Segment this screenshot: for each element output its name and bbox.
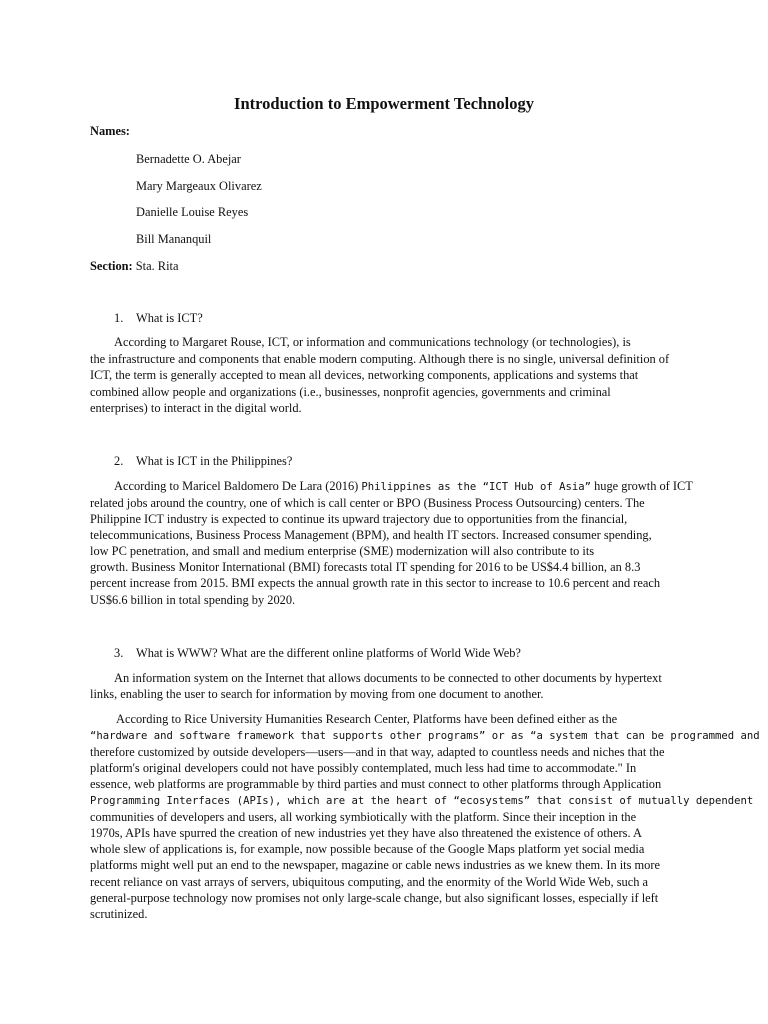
- section-label: Section:: [90, 259, 133, 273]
- q3-para2-line: recent reliance on vast arrays of servers, ubiquitous computing, and the enormity of the World Wide Web, such a: [90, 875, 649, 889]
- q3-para2-line: 1970s, APIs have spurred the creation of new industries yet they have also threatened the existence of others. A: [90, 826, 642, 840]
- q2-answer-line: telecommunications, Business Process Management (BPM), and health IT sectors. Increased consumer spending,: [90, 528, 652, 542]
- name-item: Bill Mananquil: [136, 232, 212, 246]
- q3-para1-line: links, enabling the user to search for information by moving from one document to another.: [90, 687, 544, 701]
- q1-question: What is ICT?: [136, 311, 203, 325]
- q2-answer-quote: Philippines as the “ICT Hub of Asia”: [361, 481, 591, 493]
- q3-question: What is WWW? What are the different online platforms of World Wide Web?: [136, 646, 521, 660]
- q2-question: What is ICT in the Philippines?: [136, 454, 293, 468]
- q3-para2-quote-line: “hardware and software framework that supports other programs” or as “a system that can be programmed and: [90, 730, 760, 742]
- names-label: Names:: [90, 124, 130, 138]
- section-value: Sta. Rita: [135, 259, 179, 273]
- q2-answer-line: Philippine ICT industry is expected to continue its upward trajectory due to opportunities from the financial,: [90, 512, 628, 526]
- q3-para1-line: An information system on the Internet that allows documents to be connected to other documents by hypertext: [114, 671, 662, 685]
- section-line: [90, 258, 178, 275]
- q2-answer-line: US$6.6 billion in total spending by 2020.: [90, 593, 296, 607]
- name-item: Mary Margeaux Olivarez: [136, 179, 262, 193]
- q2-answer-line: growth. Business Monitor International (BMI) forecasts total IT spending for 2016 to be US$4.4 billion, an 8.3: [90, 560, 641, 574]
- q3-para2-line: scrutinized.: [90, 907, 148, 921]
- q3-para2-line: therefore customized by outside developers—users—and in that way, adapted to countless needs and niches that the: [90, 745, 665, 759]
- q2-answer-line-first: [114, 478, 693, 496]
- q2-answer-part: huge growth of ICT: [591, 479, 693, 493]
- q1-number: 1.: [114, 311, 124, 325]
- q2-answer-line: low PC penetration, and small and medium enterprise (SME) modernization will also contribute to its: [90, 544, 595, 558]
- q1-answer-line: the infrastructure and components that enable modern computing. Although there is no single, universal definition of: [90, 352, 670, 366]
- q2-answer-line: related jobs around the country, one of which is call center or BPO (Business Process Outsourcing) centers. The: [90, 496, 645, 510]
- name-item: Danielle Louise Reyes: [136, 205, 249, 219]
- q1-answer-line: enterprises) to interact in the digital world.: [90, 401, 302, 415]
- q3-para2-line: whole slew of applications is, for example, now possible because of the Google Maps platform yet social media: [90, 842, 645, 856]
- q3-para2-line: platforms might well put an end to the newspaper, magazine or cable news industries as we knew them. In its more: [90, 858, 661, 872]
- q3-para2-line: According to Rice University Humanities Research Center, Platforms have been defined either as the: [116, 712, 618, 726]
- q1-answer-line: According to Margaret Rouse, ICT, or information and communications technology (or technologies), is: [114, 335, 631, 349]
- q1-answer-line: combined allow people and organizations (i.e., businesses, nonprofit agencies, governments and criminal: [90, 385, 611, 399]
- q3-para2-line: platform's original developers could not have possibly contemplated, much less had time to accommodate." In: [90, 761, 637, 775]
- name-item: Bernadette O. Abejar: [136, 152, 241, 166]
- q3-para2-line: essence, web platforms are programmable by third parties and must connect to other platforms through Application: [90, 777, 662, 791]
- q2-number: 2.: [114, 454, 124, 468]
- q2-answer-line: percent increase from 2015. BMI expects the annual growth rate in this sector to increase to 10.6 percent and reach: [90, 576, 661, 590]
- q1-answer-line: ICT, the term is generally accepted to mean all devices, networking components, applications and systems that: [90, 368, 639, 382]
- q2-answer-part: According to Maricel Baldomero De Lara (2016): [114, 479, 362, 493]
- q3-para2-quote-line: Programming Interfaces (APIs), which are at the heart of “ecosystems” that consist of mutually dependent: [90, 795, 754, 807]
- document-title: Introduction to Empowerment Technology: [234, 94, 534, 113]
- q3-para2-line: communities of developers and users, all working symbiotically with the platform. Since their inception in the: [90, 810, 637, 824]
- q3-para2-line: general-purpose technology now promises not only large-scale change, but also significant losses, especially if left: [90, 891, 659, 905]
- q3-number: 3.: [114, 646, 124, 660]
